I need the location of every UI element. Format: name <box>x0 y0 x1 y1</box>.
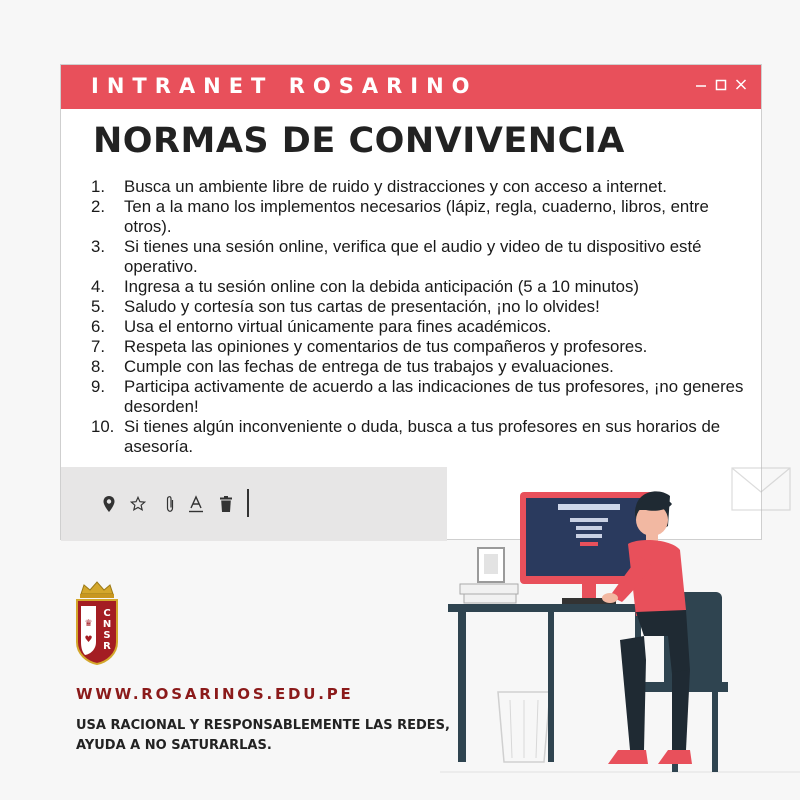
list-item <box>91 317 755 337</box>
list-number: 3. <box>91 237 105 256</box>
tagline-line-1: USA RACIONAL Y RESPONSABLEMENTE LAS REDES, <box>76 718 450 733</box>
list-item <box>91 277 755 297</box>
website-url: WWW.ROSARINOS.EDU.PE <box>76 685 354 703</box>
minimize-icon[interactable] <box>695 77 707 93</box>
list-item <box>91 357 755 377</box>
tagline <box>76 716 450 756</box>
list-item <box>91 237 755 277</box>
svg-text:♥: ♥ <box>84 635 93 645</box>
location-pin-icon[interactable] <box>101 495 117 513</box>
list-number: 8. <box>91 357 105 376</box>
text-cursor <box>247 489 249 517</box>
list-text: Participa activamente de acuerdo a las indicaciones de tus profesores, ¡no generes desorden! <box>124 377 744 416</box>
person-at-computer-illustration <box>440 460 800 800</box>
list-number: 10. <box>91 417 115 436</box>
page-title: NORMAS DE CONVIVENCIA <box>93 121 625 161</box>
list-number: 7. <box>91 337 105 356</box>
tagline-line-2: AYUDA A NO SATURARLAS. <box>76 738 272 753</box>
list-item <box>91 197 755 237</box>
star-icon[interactable] <box>130 495 146 513</box>
list-number: 1. <box>91 177 105 196</box>
paperclip-icon[interactable] <box>162 495 178 513</box>
list-number: 6. <box>91 317 105 336</box>
list-number: 9. <box>91 377 105 396</box>
window-titlebar <box>61 65 761 109</box>
rules-list <box>91 177 755 457</box>
text-format-icon[interactable] <box>188 495 204 513</box>
list-text: Si tienes una sesión online, verifica que el audio y video de tu dispositivo esté operativo. <box>124 237 702 276</box>
list-item <box>91 377 755 417</box>
list-text: Si tienes algún inconveniente o duda, busca a tus profesores en sus horarios de asesoría. <box>124 417 721 456</box>
list-text: Ten a la mano los implementos necesarios (lápiz, regla, cuaderno, libros, entre otros). <box>124 197 709 236</box>
window-title: INTRANET ROSARINO <box>91 74 478 98</box>
list-number: 5. <box>91 297 105 316</box>
close-icon[interactable] <box>735 77 747 93</box>
maximize-icon[interactable] <box>715 77 727 93</box>
envelope-icon <box>732 468 790 510</box>
trash-icon[interactable] <box>218 495 234 513</box>
svg-text:♛: ♛ <box>84 619 93 629</box>
list-text: Cumple con las fechas de entrega de tus trabajos y evaluaciones. <box>124 357 614 376</box>
list-text: Respeta las opiniones y comentarios de tus compañeros y profesores. <box>124 337 648 356</box>
list-text: Saludo y cortesía son tus cartas de presentación, ¡no lo olvides! <box>124 297 600 316</box>
list-text: Usa el entorno virtual únicamente para fines académicos. <box>124 317 552 336</box>
list-item <box>91 337 755 357</box>
list-text: Busca un ambiente libre de ruido y distracciones y con acceso a internet. <box>124 177 667 196</box>
list-item <box>91 177 755 197</box>
composer-toolbar <box>61 467 447 541</box>
list-text: Ingresa a tu sesión online con la debida anticipación (5 a 10 minutos) <box>124 277 639 296</box>
list-item <box>91 417 755 457</box>
list-number: 4. <box>91 277 105 296</box>
crest-letters: CNSR <box>102 608 112 652</box>
school-crest-logo <box>74 580 120 666</box>
list-number: 2. <box>91 197 105 216</box>
list-item <box>91 297 755 317</box>
window-controls <box>695 77 747 93</box>
